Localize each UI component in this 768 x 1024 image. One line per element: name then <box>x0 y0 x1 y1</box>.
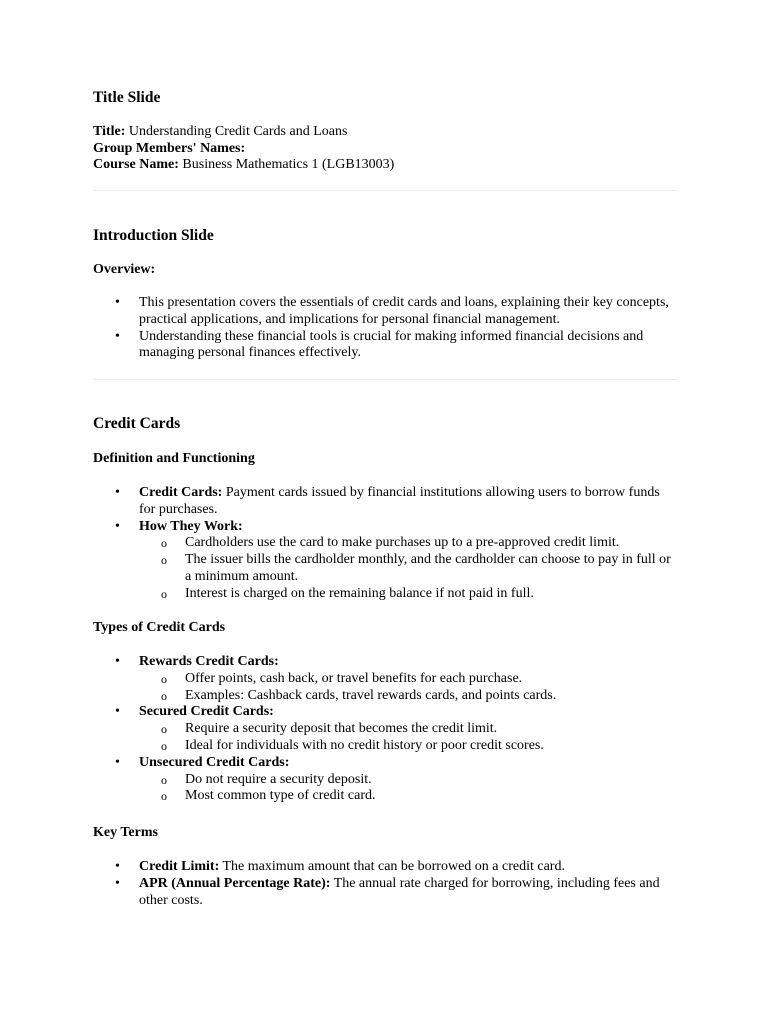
list-item: • Secured Credit Cards: o Require a security deposit that becomes the credit limit. o Ideal for individuals with no credit history or poor credit scores. <box>93 704 677 754</box>
course-line: Course Name: Business Mathematics 1 (LGB13003) <box>93 157 395 172</box>
sub-bullet-icon: o <box>161 586 167 601</box>
sub-bullet-icon: o <box>161 536 167 551</box>
sub-bullet-icon: o <box>161 688 167 703</box>
sub-bullet-icon: o <box>161 553 167 568</box>
definition-heading: Definition and Functioning <box>93 451 255 466</box>
sub-bullet-icon: o <box>161 671 167 686</box>
sub-bullet-icon: o <box>161 772 167 787</box>
sub-list-item: o Cardholders use the card to make purchases up to a pre-approved credit limit. <box>161 535 620 551</box>
bullet-icon: • <box>115 654 120 669</box>
list-item: • Credit Cards: Payment cards issued by financial institutions allowing users to borrow funds for purchases. <box>115 485 660 517</box>
bullet-icon: • <box>115 859 120 874</box>
sub-list-item: o Ideal for individuals with no credit history or poor credit scores. <box>161 737 544 753</box>
definition-list <box>93 485 677 603</box>
overview-label: Overview: <box>93 262 156 277</box>
list-item: • Unsecured Credit Cards: o Do not require a security deposit. o Most common type of credit card. <box>93 755 677 805</box>
title-slide-details <box>93 124 677 174</box>
bullet-icon: • <box>115 754 120 770</box>
list-item: • APR (Annual Percentage Rate): The annual rate charged for borrowing, including fees and other costs. <box>115 875 660 908</box>
bullet-icon: • <box>115 295 120 310</box>
list-item: • This presentation covers the essentials of credit cards and loans, explaining their key concepts, practical applications, and implications for personal financial management. <box>115 295 669 327</box>
list-item: • Rewards Credit Cards: o Offer points, cash back, or travel benefits for each purchase. o Examples: Cashback cards, travel rewards cards, and points cards. <box>93 654 677 704</box>
separator <box>93 190 677 191</box>
sub-bullet-icon: o <box>161 789 167 804</box>
sub-bullet-icon: o <box>161 722 167 737</box>
sub-list-item: o Most common type of credit card. <box>161 788 376 804</box>
sub-list-item: o Interest is charged on the remaining balance if not paid in full. <box>161 585 534 601</box>
key-terms-heading: Key Terms <box>93 825 158 840</box>
bullet-icon: • <box>115 328 120 344</box>
sub-bullet-icon: o <box>161 738 167 753</box>
separator <box>93 379 677 380</box>
title-line: Title: Understanding Credit Cards and Loans <box>93 124 348 139</box>
title-slide-heading: Title Slide <box>93 89 161 106</box>
list-item: • Understanding these financial tools is crucial for making informed financial decisions and managing personal finances effectively. <box>115 328 644 361</box>
sub-list-item: o Offer points, cash back, or travel benefits for each purchase. <box>161 670 523 686</box>
bullet-icon: • <box>115 704 120 720</box>
types-list <box>93 654 677 805</box>
sub-list-item: o The issuer bills the cardholder monthly, and the cardholder can choose to pay in full or a minimum amount. <box>161 552 671 584</box>
intro-bullet-list <box>93 295 677 362</box>
credit-cards-heading: Credit Cards <box>93 415 181 432</box>
sub-list-item: o Require a security deposit that becomes the credit limit. <box>161 721 498 737</box>
bullet-icon: • <box>115 485 120 500</box>
list-item: • How They Work: o Cardholders use the card to make purchases up to a pre-approved credit limit. o The issuer bills the cardholder monthly, and the cardholder can choose to pay in full or a minimum amount. o Interest is charged on the remaining balance if not paid in full. <box>93 519 677 603</box>
intro-slide-heading: Introduction Slide <box>93 227 214 244</box>
bullet-icon: • <box>115 518 120 534</box>
list-item: • Credit Limit: The maximum amount that can be borrowed on a credit card. <box>115 859 565 874</box>
members-line: Group Members' Names: <box>93 140 246 156</box>
types-heading: Types of Credit Cards <box>93 620 226 635</box>
bullet-icon: • <box>115 875 120 891</box>
sub-list-item: o Do not require a security deposit. <box>161 771 372 787</box>
sub-list-item: o Examples: Cashback cards, travel rewards cards, and points cards. <box>161 687 557 703</box>
key-terms-list <box>93 859 677 909</box>
